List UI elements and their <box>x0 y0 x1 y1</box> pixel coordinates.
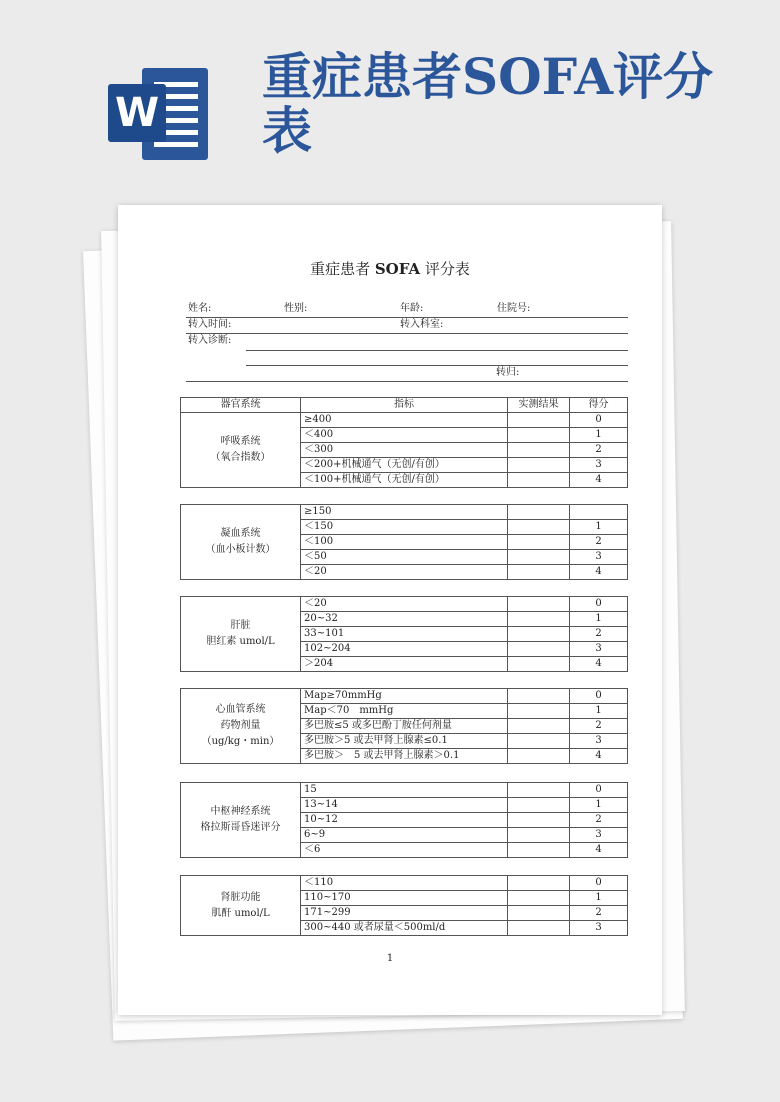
indicator-cell: 33~101 <box>301 627 508 642</box>
table-row <box>181 689 628 704</box>
admit-dept-label: 转入科室: <box>400 319 444 330</box>
admit-diagnosis-label: 转入诊断: <box>188 335 232 346</box>
organ-cell: 呼吸系统 （氧合指数） <box>181 413 301 488</box>
indicator-cell: ＜150 <box>301 520 508 535</box>
sofa-table-respiratory <box>180 397 628 488</box>
result-cell[interactable] <box>508 828 570 843</box>
indicator-cell: 6~9 <box>301 828 508 843</box>
table-row <box>181 597 628 612</box>
indicator-cell: 多巴胺＞ 5 或去甲肾上腺素＞0.1 <box>301 749 508 764</box>
indicator-cell: 15 <box>301 783 508 798</box>
score-cell: 1 <box>570 612 628 627</box>
indicator-cell: ＜200+机械通气（无创/有创） <box>301 458 508 473</box>
indicator-cell: ＜6 <box>301 843 508 858</box>
header-score: 得分 <box>570 398 628 413</box>
word-letter: W <box>108 84 166 142</box>
score-cell: 3 <box>570 458 628 473</box>
organ-cell: 中枢神经系统 格拉斯哥昏迷评分 <box>181 783 301 858</box>
sofa-table-cardiovascular <box>180 688 628 764</box>
result-cell[interactable] <box>508 749 570 764</box>
score-cell: 3 <box>570 550 628 565</box>
result-cell[interactable] <box>508 921 570 936</box>
diagnosis-line <box>246 350 628 351</box>
indicator-cell: ＞204 <box>301 657 508 672</box>
result-cell[interactable] <box>508 612 570 627</box>
age-label: 年龄: <box>400 303 424 314</box>
indicator-cell: ＜110 <box>301 876 508 891</box>
result-cell[interactable] <box>508 689 570 704</box>
indicator-cell: ＜20 <box>301 597 508 612</box>
outcome-label: 转归: <box>496 367 520 378</box>
admit-info-row <box>186 319 628 334</box>
indicator-cell: ＜400 <box>301 428 508 443</box>
score-cell: 2 <box>570 813 628 828</box>
indicator-cell: ＜100+机械通气（无创/有创） <box>301 473 508 488</box>
header-result: 实测结果 <box>508 398 570 413</box>
result-cell[interactable] <box>508 719 570 734</box>
score-cell: 3 <box>570 828 628 843</box>
organ-cell: 肝脏 胆红素 umol/L <box>181 597 301 672</box>
indicator-cell: Map＜70 mmHg <box>301 704 508 719</box>
result-cell[interactable] <box>508 458 570 473</box>
organ-cell: 凝血系统 （血小板计数） <box>181 505 301 580</box>
result-cell[interactable] <box>508 565 570 580</box>
indicator-cell: ≥150 <box>301 505 508 520</box>
score-cell: 3 <box>570 921 628 936</box>
result-cell[interactable] <box>508 597 570 612</box>
sofa-table-coagulation <box>180 504 628 580</box>
indicator-cell: ＜50 <box>301 550 508 565</box>
indicator-cell: 300~440 或者尿量＜500ml/d <box>301 921 508 936</box>
header-organ: 器官系统 <box>181 398 301 413</box>
gender-label: 性别: <box>284 303 308 314</box>
score-cell: 1 <box>570 428 628 443</box>
result-cell[interactable] <box>508 520 570 535</box>
table-row <box>181 505 628 520</box>
outcome-row <box>186 367 628 382</box>
indicator-cell: 20~32 <box>301 612 508 627</box>
patient-info-row <box>186 303 628 318</box>
score-cell <box>570 505 628 520</box>
score-cell: 2 <box>570 443 628 458</box>
score-cell: 2 <box>570 535 628 550</box>
banner-title: 重症患者SOFA评分表 <box>262 47 714 160</box>
score-cell: 4 <box>570 473 628 488</box>
result-cell[interactable] <box>508 813 570 828</box>
score-cell: 0 <box>570 876 628 891</box>
score-cell: 4 <box>570 565 628 580</box>
table-row <box>181 413 628 428</box>
result-cell[interactable] <box>508 891 570 906</box>
indicator-cell: 多巴胺＞5 或去甲肾上腺素≤0.1 <box>301 734 508 749</box>
score-cell: 1 <box>570 798 628 813</box>
result-cell[interactable] <box>508 783 570 798</box>
header-indicator: 指标 <box>301 398 508 413</box>
score-cell: 0 <box>570 783 628 798</box>
banner <box>0 0 780 200</box>
hospital-no-label: 住院号: <box>497 303 531 314</box>
page-number: 1 <box>386 953 394 964</box>
sofa-table-renal <box>180 875 628 936</box>
score-cell: 2 <box>570 719 628 734</box>
result-cell[interactable] <box>508 443 570 458</box>
indicator-cell: 多巴胺≤5 或多巴酚丁胺任何剂量 <box>301 719 508 734</box>
table-header-row <box>181 398 628 413</box>
result-cell[interactable] <box>508 627 570 642</box>
score-cell: 1 <box>570 891 628 906</box>
document-title: 重症患者 SOFA 评分表 <box>310 260 470 278</box>
indicator-cell: ＜20 <box>301 565 508 580</box>
indicator-cell: ＜300 <box>301 443 508 458</box>
diagnosis-line <box>246 365 628 366</box>
result-cell[interactable] <box>508 876 570 891</box>
admit-time-label: 转入时间: <box>188 319 232 330</box>
score-cell: 1 <box>570 704 628 719</box>
score-cell: 0 <box>570 597 628 612</box>
score-cell: 2 <box>570 627 628 642</box>
indicator-cell: 171~299 <box>301 906 508 921</box>
result-cell[interactable] <box>508 473 570 488</box>
organ-cell: 心血管系统 药物剂量 （ug/kg・min） <box>181 689 301 764</box>
score-cell: 0 <box>570 413 628 428</box>
result-cell[interactable] <box>508 535 570 550</box>
table-row <box>181 876 628 891</box>
result-cell[interactable] <box>508 413 570 428</box>
document-page <box>118 205 662 1015</box>
indicator-cell: ＜100 <box>301 535 508 550</box>
indicator-cell: Map≥70mmHg <box>301 689 508 704</box>
score-cell: 4 <box>570 843 628 858</box>
result-cell[interactable] <box>508 550 570 565</box>
sofa-table-liver <box>180 596 628 672</box>
diagnosis-row <box>186 335 628 349</box>
result-cell[interactable] <box>508 704 570 719</box>
result-cell[interactable] <box>508 798 570 813</box>
table-row <box>181 783 628 798</box>
result-cell[interactable] <box>508 843 570 858</box>
score-cell: 4 <box>570 657 628 672</box>
indicator-cell: ≥400 <box>301 413 508 428</box>
organ-cell: 肾脏功能 肌酐 umol/L <box>181 876 301 936</box>
result-cell[interactable] <box>508 734 570 749</box>
score-cell: 3 <box>570 734 628 749</box>
result-cell[interactable] <box>508 428 570 443</box>
word-logo-icon <box>108 68 208 160</box>
result-cell[interactable] <box>508 642 570 657</box>
score-cell: 1 <box>570 520 628 535</box>
indicator-cell: 102~204 <box>301 642 508 657</box>
indicator-cell: 10~12 <box>301 813 508 828</box>
score-cell: 4 <box>570 749 628 764</box>
result-cell[interactable] <box>508 657 570 672</box>
name-label: 姓名: <box>188 303 212 314</box>
indicator-cell: 13~14 <box>301 798 508 813</box>
score-cell: 2 <box>570 906 628 921</box>
sofa-table-cns <box>180 782 628 858</box>
result-cell[interactable] <box>508 906 570 921</box>
indicator-cell: 110~170 <box>301 891 508 906</box>
score-cell: 3 <box>570 642 628 657</box>
score-cell: 0 <box>570 689 628 704</box>
result-cell[interactable] <box>508 505 570 520</box>
